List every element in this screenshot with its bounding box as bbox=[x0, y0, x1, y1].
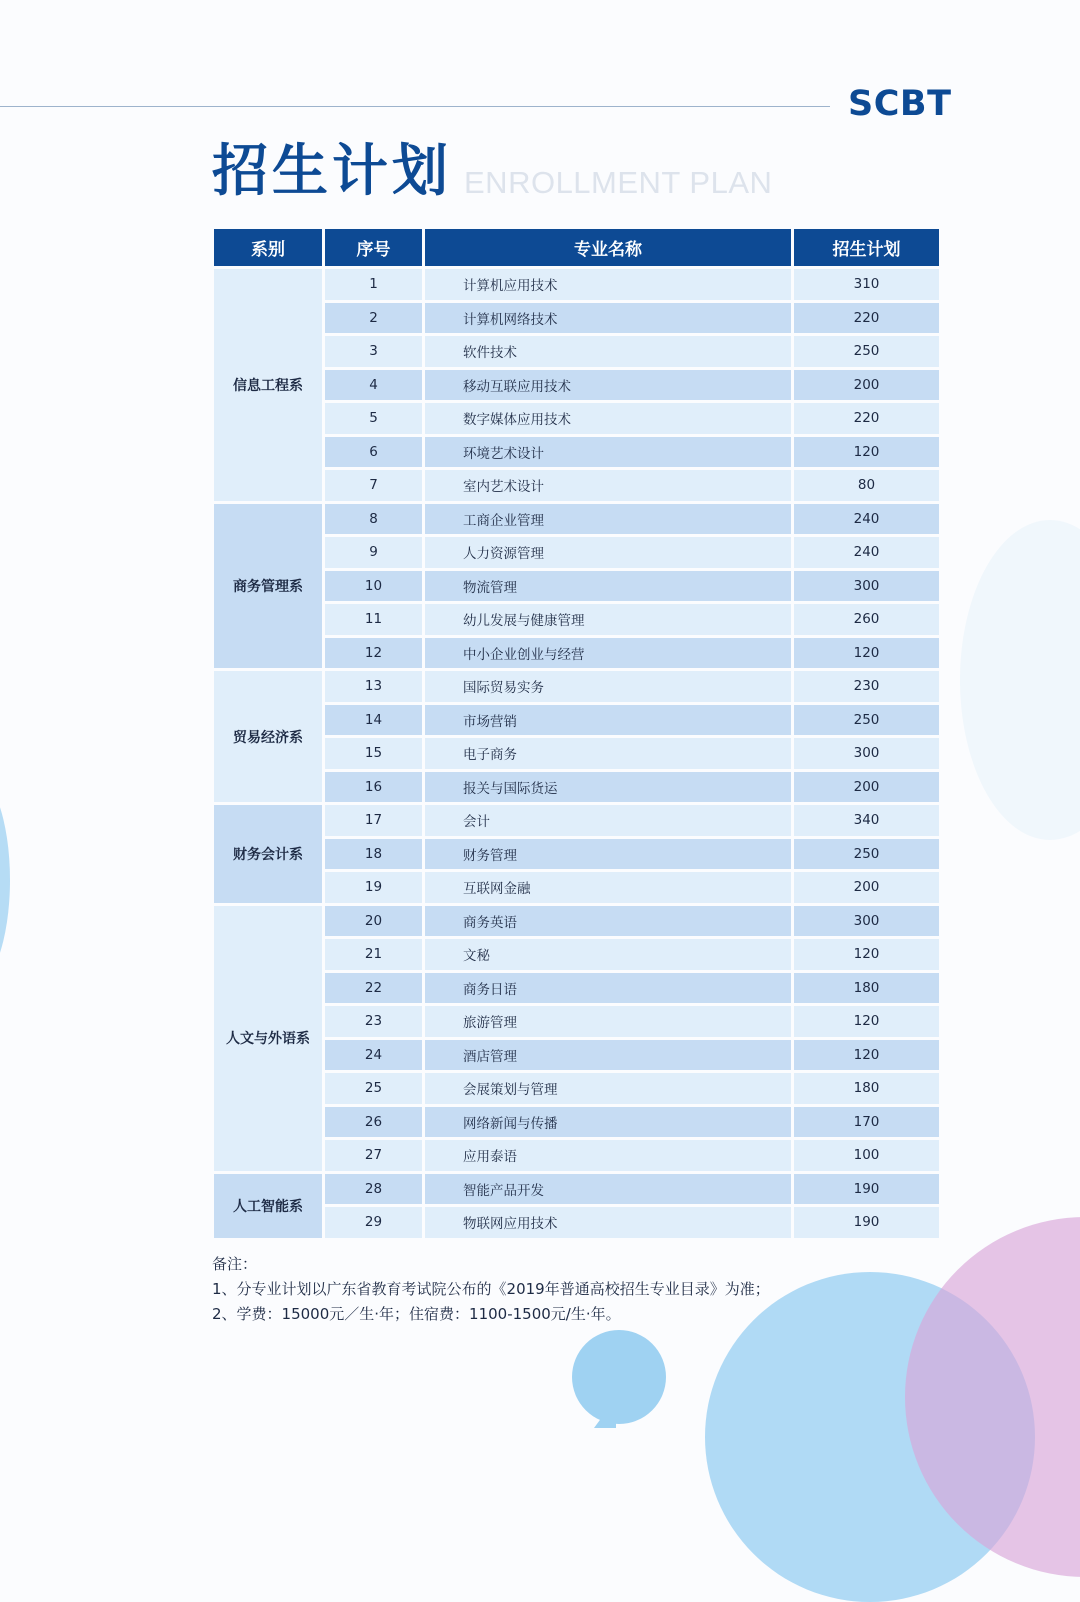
quota-cell: 200 bbox=[794, 872, 939, 903]
number-cell: 6 bbox=[325, 437, 422, 468]
decorative-circle-left bbox=[0, 770, 10, 990]
number-cell: 25 bbox=[325, 1073, 422, 1104]
number-cell: 7 bbox=[325, 470, 422, 501]
number-cell: 9 bbox=[325, 537, 422, 568]
major-cell: 中小企业创业与经营 bbox=[425, 638, 791, 669]
number-cell: 19 bbox=[325, 872, 422, 903]
table-row bbox=[214, 738, 939, 769]
table-row bbox=[214, 504, 939, 535]
quota-cell: 120 bbox=[794, 939, 939, 970]
number-cell: 15 bbox=[325, 738, 422, 769]
number-cell: 14 bbox=[325, 705, 422, 736]
header-rule bbox=[0, 106, 830, 107]
quota-cell: 240 bbox=[794, 504, 939, 535]
table-row bbox=[214, 336, 939, 367]
table-row bbox=[214, 772, 939, 803]
notes-line: 1、分专业计划以广东省教育考试院公布的《2019年普通高校招生专业目录》为准； bbox=[212, 1280, 770, 1298]
major-cell: 会展策划与管理 bbox=[425, 1073, 791, 1104]
header-department: 系别 bbox=[214, 229, 322, 266]
department-cell: 信息工程系 bbox=[214, 269, 322, 501]
major-cell: 智能产品开发 bbox=[425, 1174, 791, 1205]
major-cell: 物流管理 bbox=[425, 571, 791, 602]
number-cell: 29 bbox=[325, 1207, 422, 1238]
quota-cell: 120 bbox=[794, 638, 939, 669]
brand-logo: SCBT bbox=[848, 84, 952, 124]
department-cell: 人文与外语系 bbox=[214, 906, 322, 1171]
major-cell: 数字媒体应用技术 bbox=[425, 403, 791, 434]
table-row bbox=[214, 604, 939, 635]
quota-cell: 230 bbox=[794, 671, 939, 702]
notes bbox=[212, 1252, 770, 1327]
table-row bbox=[214, 1107, 939, 1138]
number-cell: 20 bbox=[325, 906, 422, 937]
table-row bbox=[214, 303, 939, 334]
major-cell: 报关与国际货运 bbox=[425, 772, 791, 803]
quota-cell: 120 bbox=[794, 1040, 939, 1071]
quota-cell: 80 bbox=[794, 470, 939, 501]
number-cell: 13 bbox=[325, 671, 422, 702]
table-row bbox=[214, 269, 939, 300]
number-cell: 11 bbox=[325, 604, 422, 635]
quota-cell: 170 bbox=[794, 1107, 939, 1138]
major-cell: 会计 bbox=[425, 805, 791, 836]
major-cell: 国际贸易实务 bbox=[425, 671, 791, 702]
speech-bubble-tail bbox=[580, 1398, 616, 1428]
major-cell: 网络新闻与传播 bbox=[425, 1107, 791, 1138]
table-body bbox=[214, 269, 939, 1238]
table-row bbox=[214, 437, 939, 468]
department-cell: 财务会计系 bbox=[214, 805, 322, 903]
enrollment-table bbox=[211, 226, 942, 1241]
number-cell: 17 bbox=[325, 805, 422, 836]
quota-cell: 240 bbox=[794, 537, 939, 568]
table-row bbox=[214, 403, 939, 434]
table-row bbox=[214, 1073, 939, 1104]
major-cell: 移动互联应用技术 bbox=[425, 370, 791, 401]
number-cell: 26 bbox=[325, 1107, 422, 1138]
table-row bbox=[214, 939, 939, 970]
table-row bbox=[214, 571, 939, 602]
major-cell: 财务管理 bbox=[425, 839, 791, 870]
table-row bbox=[214, 638, 939, 669]
table-row bbox=[214, 872, 939, 903]
number-cell: 27 bbox=[325, 1140, 422, 1171]
number-cell: 28 bbox=[325, 1174, 422, 1205]
table-row bbox=[214, 1140, 939, 1171]
major-cell: 电子商务 bbox=[425, 738, 791, 769]
number-cell: 2 bbox=[325, 303, 422, 334]
major-cell: 计算机网络技术 bbox=[425, 303, 791, 334]
quota-cell: 340 bbox=[794, 805, 939, 836]
table-row bbox=[214, 537, 939, 568]
quota-cell: 190 bbox=[794, 1207, 939, 1238]
major-cell: 物联网应用技术 bbox=[425, 1207, 791, 1238]
major-cell: 人力资源管理 bbox=[425, 537, 791, 568]
major-cell: 商务英语 bbox=[425, 906, 791, 937]
number-cell: 22 bbox=[325, 973, 422, 1004]
quota-cell: 260 bbox=[794, 604, 939, 635]
table-row bbox=[214, 370, 939, 401]
table-row bbox=[214, 1207, 939, 1238]
table-row bbox=[214, 906, 939, 937]
quota-cell: 300 bbox=[794, 906, 939, 937]
page-title bbox=[212, 139, 773, 204]
major-cell: 互联网金融 bbox=[425, 872, 791, 903]
major-cell: 计算机应用技术 bbox=[425, 269, 791, 300]
number-cell: 21 bbox=[325, 939, 422, 970]
quota-cell: 250 bbox=[794, 336, 939, 367]
table-row bbox=[214, 671, 939, 702]
number-cell: 23 bbox=[325, 1006, 422, 1037]
quota-cell: 180 bbox=[794, 1073, 939, 1104]
table-row bbox=[214, 973, 939, 1004]
quota-cell: 250 bbox=[794, 839, 939, 870]
major-cell: 工商企业管理 bbox=[425, 504, 791, 535]
quota-cell: 220 bbox=[794, 303, 939, 334]
quota-cell: 200 bbox=[794, 772, 939, 803]
quota-cell: 300 bbox=[794, 738, 939, 769]
major-cell: 软件技术 bbox=[425, 336, 791, 367]
number-cell: 18 bbox=[325, 839, 422, 870]
major-cell: 市场营销 bbox=[425, 705, 791, 736]
major-cell: 环境艺术设计 bbox=[425, 437, 791, 468]
quota-cell: 220 bbox=[794, 403, 939, 434]
number-cell: 24 bbox=[325, 1040, 422, 1071]
table-row bbox=[214, 1040, 939, 1071]
quota-cell: 120 bbox=[794, 437, 939, 468]
quota-cell: 120 bbox=[794, 1006, 939, 1037]
quota-cell: 310 bbox=[794, 269, 939, 300]
major-cell: 文秘 bbox=[425, 939, 791, 970]
department-cell: 商务管理系 bbox=[214, 504, 322, 669]
major-cell: 幼儿发展与健康管理 bbox=[425, 604, 791, 635]
notes-heading: 备注： bbox=[212, 1255, 258, 1273]
header-major: 专业名称 bbox=[425, 229, 791, 266]
quota-cell: 180 bbox=[794, 973, 939, 1004]
notes-line: 2、学费：15000元／生·年；住宿费：1100-1500元/生·年。 bbox=[212, 1305, 621, 1323]
major-cell: 旅游管理 bbox=[425, 1006, 791, 1037]
table-row bbox=[214, 470, 939, 501]
table-row bbox=[214, 805, 939, 836]
number-cell: 16 bbox=[325, 772, 422, 803]
number-cell: 3 bbox=[325, 336, 422, 367]
table-header-row bbox=[214, 229, 939, 266]
major-cell: 商务日语 bbox=[425, 973, 791, 1004]
number-cell: 8 bbox=[325, 504, 422, 535]
number-cell: 5 bbox=[325, 403, 422, 434]
number-cell: 12 bbox=[325, 638, 422, 669]
major-cell: 应用泰语 bbox=[425, 1140, 791, 1171]
department-cell: 人工智能系 bbox=[214, 1174, 322, 1238]
title-english: ENROLLMENT PLAN bbox=[464, 165, 773, 200]
title-chinese: 招生计划 bbox=[212, 139, 452, 204]
quota-cell: 190 bbox=[794, 1174, 939, 1205]
decorative-shape bbox=[960, 520, 1080, 840]
table-row bbox=[214, 839, 939, 870]
number-cell: 1 bbox=[325, 269, 422, 300]
number-cell: 4 bbox=[325, 370, 422, 401]
department-cell: 贸易经济系 bbox=[214, 671, 322, 802]
table-row bbox=[214, 705, 939, 736]
number-cell: 10 bbox=[325, 571, 422, 602]
header-number: 序号 bbox=[325, 229, 422, 266]
header-quota: 招生计划 bbox=[794, 229, 939, 266]
major-cell: 室内艺术设计 bbox=[425, 470, 791, 501]
quota-cell: 100 bbox=[794, 1140, 939, 1171]
quota-cell: 200 bbox=[794, 370, 939, 401]
major-cell: 酒店管理 bbox=[425, 1040, 791, 1071]
quota-cell: 250 bbox=[794, 705, 939, 736]
table-row bbox=[214, 1006, 939, 1037]
table-row bbox=[214, 1174, 939, 1205]
quota-cell: 300 bbox=[794, 571, 939, 602]
